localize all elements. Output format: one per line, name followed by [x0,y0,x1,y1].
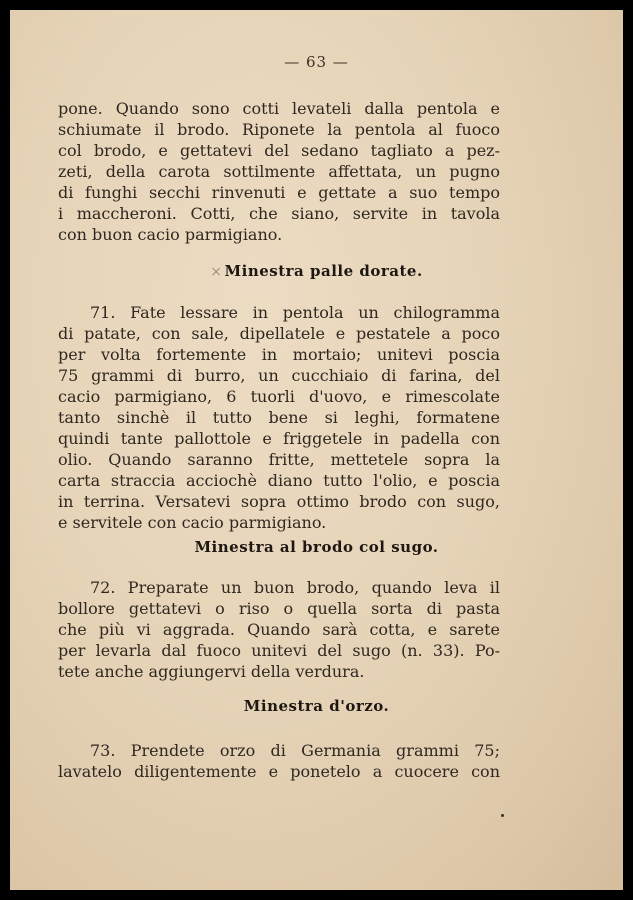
text-line: 71. Fate lessare in pentola un chilogramma [90,303,500,322]
text-line: schiumate il brodo. Riponete la pentola al fuoco [58,120,500,139]
recipe-73-heading: Minestra d'orzo. [243,697,390,715]
text-line: con buon cacio parmigiano. [58,225,283,244]
text-line: tete anche aggiungervi della verdura. [58,662,365,681]
text-line: lavatelo diligentemente e ponetelo a cuocere con [58,762,500,781]
recipe-72-body [58,577,500,682]
pencil-cross-mark: × [210,264,223,280]
ink-speck [501,814,504,817]
text-line: carta straccia acciochè diano tutto l'olio, e poscia [58,471,500,490]
text-line: 72. Preparate un buon brodo, quando leva il [90,578,500,597]
text-line: zeti, della carota sottilmente affettata, un pugno [58,162,500,181]
text-line: di patate, con sale, dipellatele e pestatele a poco [58,324,500,343]
text-line: quindi tante pallottole e friggetele in padella con [58,429,500,448]
recipe-71-title: Minestra palle dorate. [224,262,423,280]
text-line: 75 grammi di burro, un cucchiaio di farina, del [58,366,500,385]
text-line: tanto sinchè il tutto bene si leghi, formatene [58,408,500,427]
recipe-73-body [58,740,500,782]
text-line: per volta fortemente in mortaio; unitevi poscia [58,345,500,364]
intro-paragraph [58,98,500,245]
text-line: e servitele con cacio parmigiano. [58,513,327,532]
text-line: pone. Quando sono cotti levateli dalla pentola e [58,99,500,118]
text-line: bollore gettatevi o riso o quella sorta di pasta [58,599,500,618]
text-line: in terrina. Versatevi sopra ottimo brodo con sugo, [58,492,500,511]
text-line: per levarla dal fuoco unitevi del sugo (n. 33). Po- [58,641,500,660]
recipe-71-heading [10,262,623,280]
text-line: olio. Quando saranno fritte, mettetele sopra la [58,450,500,469]
text-line: i maccheroni. Cotti, che siano, servite in tavola [58,204,500,223]
text-line: 73. Prendete orzo di Germania grammi 75; [90,741,500,760]
recipe-71-body [58,302,500,533]
text-line: di funghi secchi rinvenuti e gettate a suo tempo [58,183,500,202]
recipe-72-heading: Minestra al brodo col sugo. [194,538,439,556]
book-page [10,10,623,890]
page-number: — 63 — [284,53,349,71]
text-line: cacio parmigiano, 6 tuorli d'uovo, e rimescolate [58,387,500,406]
text-line: che più vi aggrada. Quando sarà cotta, e sarete [58,620,500,639]
text-line: col brodo, e gettatevi del sedano tagliato a pez- [58,141,500,160]
